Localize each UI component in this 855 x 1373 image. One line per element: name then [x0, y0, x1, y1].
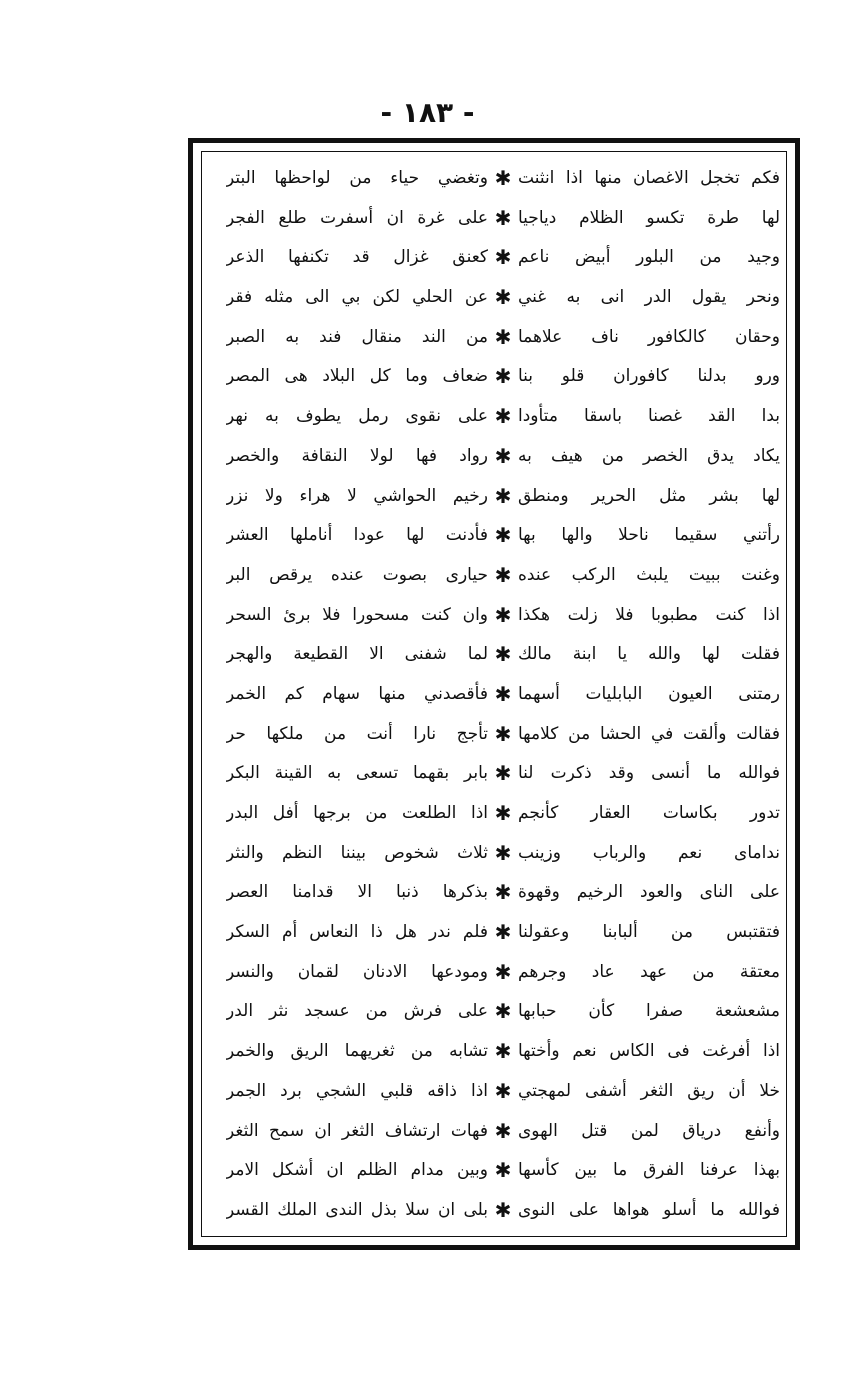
- verse-second-hemistich: على غرة ان أسفرت طلع الفجر: [226, 207, 488, 228]
- verse-line: [208, 1075, 780, 1107]
- verse-separator-star: ✱: [494, 166, 512, 190]
- verse-separator-star: ✱: [494, 761, 512, 786]
- page-inner-border: [201, 151, 787, 1237]
- verse-second-hemistich: وان كنت مسحورا فلا برئ السحر: [226, 604, 488, 625]
- verse-separator-star: ✱: [494, 1078, 512, 1103]
- verse-separator-star: ✱: [494, 245, 512, 270]
- verse-separator-star: ✱: [494, 364, 512, 389]
- verse-separator-star: ✱: [494, 681, 512, 706]
- verse-second-hemistich: فأقصدني منها سهام كم الخمر: [226, 683, 488, 704]
- verse-first-hemistich: لها بشر مثل الحرير ومنطق: [518, 485, 780, 506]
- verse-separator-star: ✱: [494, 205, 512, 230]
- verse-second-hemistich: بابر بقهما تسعى به القينة البكر: [226, 763, 488, 784]
- verse-second-hemistich: اذا الطلعت من برجها أفل البدر: [226, 803, 488, 823]
- verse-first-hemistich: ندامای نعم والرباب وزينب: [518, 842, 780, 863]
- verse-line: [208, 241, 780, 273]
- verse-second-hemistich: تشابه من ثغريهما الريق والخمر: [226, 1041, 488, 1062]
- verse-second-hemistich: حيارى بصوت عنده يرقص البر: [226, 564, 488, 585]
- verse-line: [208, 599, 780, 631]
- verse-first-hemistich: فقلت لها والله يا ابنة مالك: [518, 644, 780, 665]
- verse-second-hemistich: بلى ان سلا بذل الندى الملك القسر: [226, 1199, 488, 1220]
- verse-first-hemistich: معتقة من عهد عاد وجرهم: [518, 961, 780, 982]
- verse-line: [208, 162, 780, 194]
- verse-line: [208, 1154, 780, 1186]
- verse-second-hemistich: رخيم الحواشي لا هراء ولا نزر: [226, 485, 488, 506]
- verse-first-hemistich: وغنت ببيت يلبث الركب عنده: [518, 564, 780, 585]
- verse-first-hemistich: فتقتبس من ألبابنا وعقولنا: [518, 922, 780, 943]
- verse-second-hemistich: على فرش من عسجد نثر الدر: [226, 1001, 488, 1022]
- verse-separator-star: ✱: [494, 1158, 512, 1183]
- verse-first-hemistich: رأتني سقيما ناحلا والها بها: [518, 525, 780, 546]
- verse-line: [208, 1035, 780, 1067]
- verse-line: [208, 1194, 780, 1226]
- verse-first-hemistich: بدا القد غصنا باسقا متأودا: [518, 406, 780, 427]
- verse-separator-star: ✱: [494, 324, 512, 349]
- verse-separator-star: ✱: [494, 959, 512, 984]
- verse-line: [208, 1115, 780, 1147]
- verse-first-hemistich: فوالله ما أنسى وقد ذكرت لنا: [518, 763, 780, 784]
- verse-second-hemistich: ضعاف وما كل البلاد هى المصر: [226, 366, 488, 387]
- verse-separator-star: ✱: [494, 801, 512, 825]
- verse-first-hemistich: بهذا عرفنا الفرق ما بين كأسها: [518, 1160, 780, 1181]
- verse-first-hemistich: وحقان كالكافور ناف علاهما: [518, 326, 780, 347]
- verse-first-hemistich: خلا أن ريق الثغر أشفى لمهجتي: [518, 1080, 780, 1101]
- verse-separator-star: ✱: [494, 602, 512, 627]
- verse-separator-star: ✱: [494, 920, 512, 945]
- verse-separator-star: ✱: [494, 1118, 512, 1143]
- verse-first-hemistich: وأنفع درياق لمن قتل الهوى: [518, 1120, 780, 1141]
- verse-first-hemistich: تدور بكاسات العقار كأنجم: [518, 803, 780, 823]
- verse-line: [208, 638, 780, 670]
- verse-second-hemistich: اذا ذاقه قلبي الشجي برد الجمر: [226, 1080, 488, 1101]
- verse-line: [208, 718, 780, 750]
- verse-first-hemistich: مشعشعة صفرا كأن حبابها: [518, 1001, 780, 1022]
- verse-line: [208, 837, 780, 869]
- verse-line: [208, 678, 780, 710]
- verse-separator-star: ✱: [494, 443, 512, 468]
- verse-separator-star: ✱: [494, 483, 512, 508]
- verse-second-hemistich: ومودعها الادنان لقمان والنسر: [226, 961, 488, 982]
- verse-line: [208, 440, 780, 472]
- verse-line: [208, 519, 780, 551]
- verse-first-hemistich: ورو بدلنا كافوران قلو بنا: [518, 366, 780, 387]
- verse-second-hemistich: وتغضي حياء من لواحظها البتر: [226, 168, 488, 188]
- verse-line: [208, 757, 780, 789]
- verse-second-hemistich: كعنق غزال قد تكنفها الذعر: [226, 247, 488, 268]
- verse-first-hemistich: فوالله ما أسلو هواها على النوى: [518, 1199, 780, 1220]
- verse-line: [208, 995, 780, 1027]
- verse-first-hemistich: وجيد من البلور أبيض ناعم: [518, 247, 780, 268]
- verse-first-hemistich: ونحر يقول الدر انى به غني: [518, 287, 780, 308]
- verse-second-hemistich: فلم ندر هل ذا النعاس أم السكر: [226, 922, 488, 943]
- verse-first-hemistich: على الناى والعود الرخيم وقهوة: [518, 882, 780, 903]
- verse-first-hemistich: اذا أفرغت فى الكاس نعم وأختها: [518, 1041, 780, 1062]
- verse-line: [208, 480, 780, 512]
- page-number: - ١٨٣ -: [380, 96, 475, 129]
- verse-second-hemistich: من الند منقال فند به الصبر: [226, 326, 488, 347]
- verse-second-hemistich: عن الحلي لكن بي الى مثله فقر: [226, 287, 488, 308]
- page-border: [188, 138, 800, 1250]
- verse-separator-star: ✱: [494, 840, 512, 865]
- poem-body: [208, 162, 780, 1226]
- verse-line: [208, 202, 780, 234]
- verse-separator-star: ✱: [494, 562, 512, 587]
- verse-first-hemistich: فقالت وألقت في الحشا من كلامها: [518, 723, 780, 744]
- verse-line: [208, 321, 780, 353]
- verse-separator-star: ✱: [494, 642, 512, 667]
- verse-separator-star: ✱: [494, 404, 512, 429]
- verse-second-hemistich: وبين مدام الظلم ان أشكل الامر: [226, 1160, 488, 1181]
- verse-first-hemistich: لها طرة تكسو الظلام دياجيا: [518, 207, 780, 228]
- verse-separator-star: ✱: [494, 285, 512, 310]
- verse-second-hemistich: بذكرها ذنبا الا قدامنا العصر: [226, 882, 488, 903]
- verse-second-hemistich: تأجج نارا أنت من ملكها حر: [226, 723, 488, 744]
- verse-separator-star: ✱: [494, 523, 512, 548]
- verse-separator-star: ✱: [494, 1197, 512, 1222]
- verse-line: [208, 281, 780, 313]
- verse-line: [208, 400, 780, 432]
- verse-line: [208, 360, 780, 392]
- verse-separator-star: ✱: [494, 721, 512, 746]
- verse-second-hemistich: على نقوى رمل يطوف به نهر: [226, 406, 488, 427]
- verse-first-hemistich: رمتنى العيون البابليات أسهما: [518, 683, 780, 704]
- verse-first-hemistich: فكم تخجل الاغصان منها اذا انثنت: [518, 168, 780, 188]
- verse-separator-star: ✱: [494, 1039, 512, 1064]
- verse-line: [208, 559, 780, 591]
- verse-second-hemistich: لما شفنى الا القطيعة والهجر: [226, 644, 488, 665]
- verse-second-hemistich: ثلاث شخوص بيننا النظم والنثر: [226, 842, 488, 863]
- verse-second-hemistich: رواد فها لولا النقافة والخصر: [226, 445, 488, 466]
- verse-line: [208, 797, 780, 829]
- verse-separator-star: ✱: [494, 999, 512, 1024]
- verse-line: [208, 876, 780, 908]
- verse-first-hemistich: اذا كنت مطبوبا فلا زلت هكذا: [518, 604, 780, 625]
- verse-first-hemistich: يكاد يدق الخصر من هيف به: [518, 445, 780, 466]
- verse-line: [208, 956, 780, 988]
- verse-second-hemistich: فأدنت لها عودا أناملها العشر: [226, 525, 488, 546]
- verse-separator-star: ✱: [494, 880, 512, 905]
- verse-line: [208, 916, 780, 948]
- verse-second-hemistich: فهات ارتشاف الثغر ان سمح الثغر: [226, 1120, 488, 1141]
